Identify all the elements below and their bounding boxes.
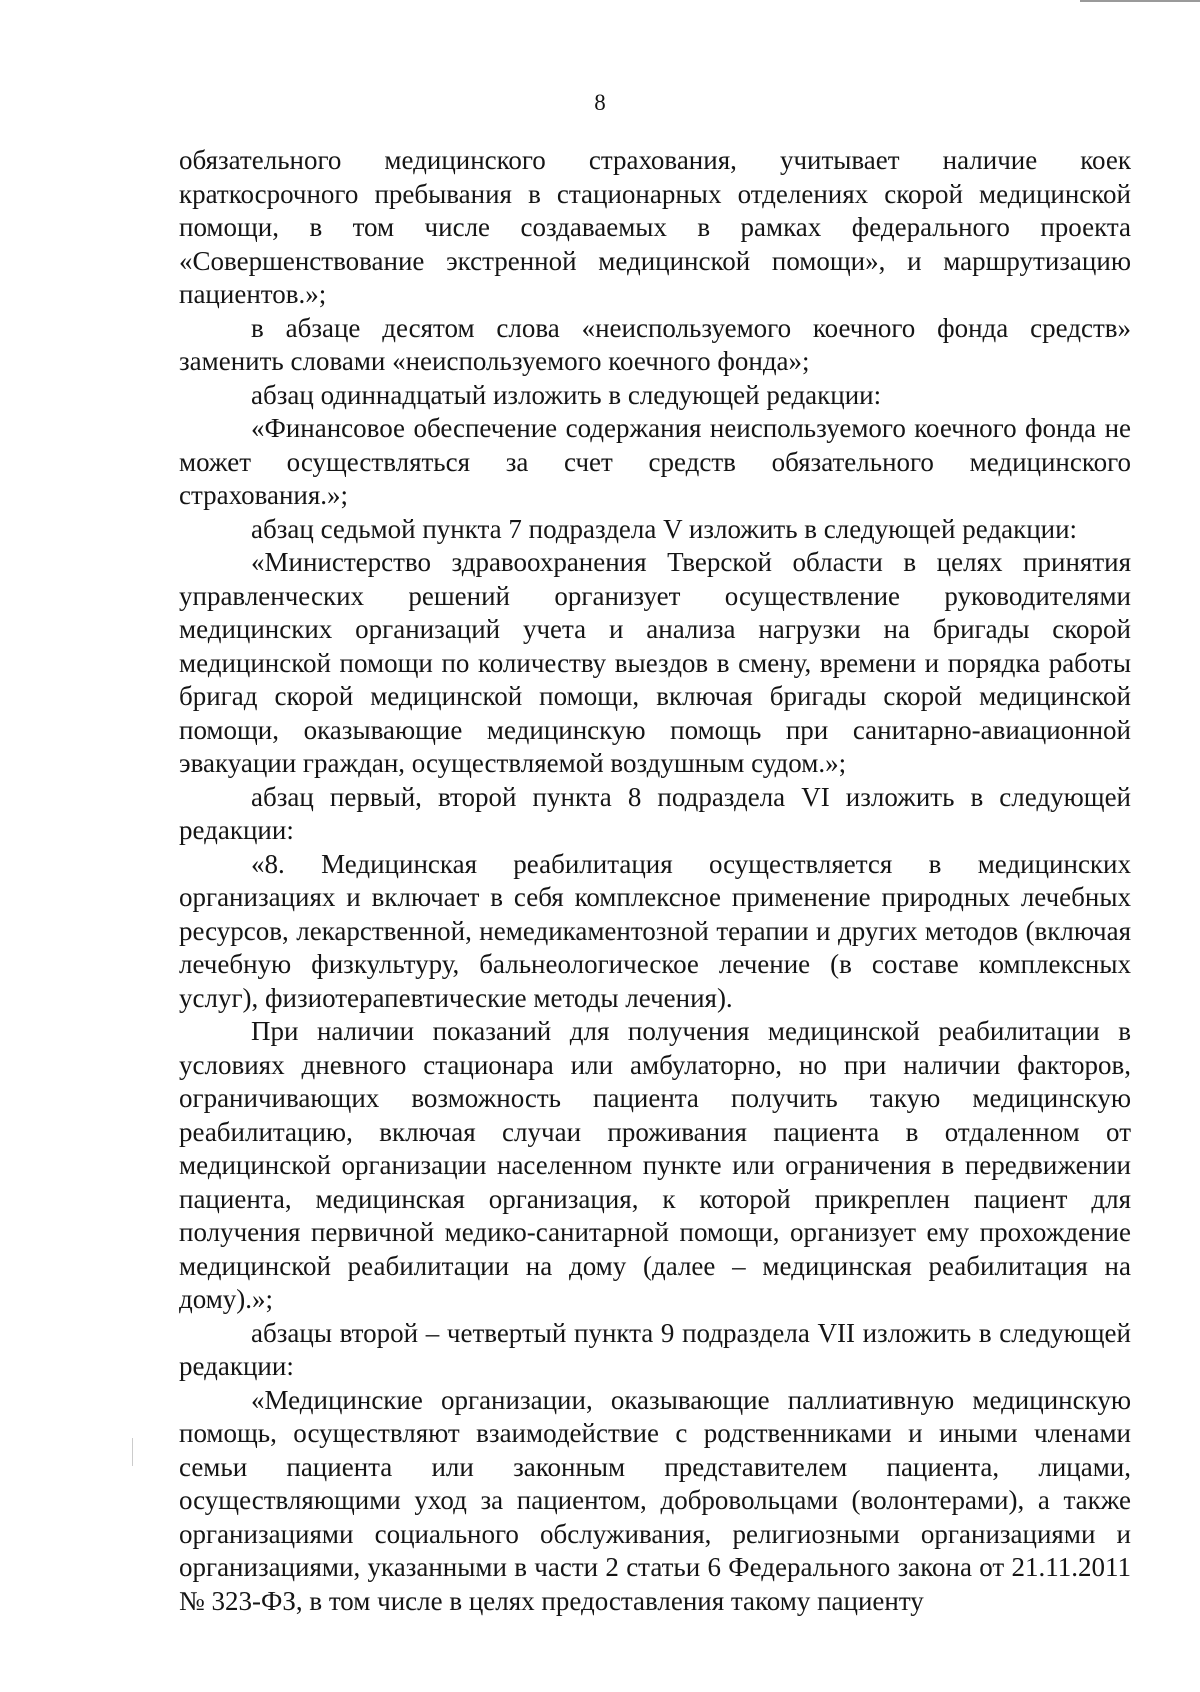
paragraph-seventh-intro: абзац седьмой пункта 7 подраздела V изложить в следующей редакции:: [251, 513, 1078, 544]
paragraph-palliative: «Медицинские организации, оказывающие паллиативную медицинскую помощь, осуществляют взаимодействие с родственниками и иными членами семьи пациента или законным представителем пациента, лицами, осуществляющими уход за пациентом, добровольцами (волонтерами), а также организациями социального обслуживания, религиозными организациями и организациями, указанными в части 2 статьи 6 Федерального закона от 21.11.2011 № 323-ФЗ, в том числе в целях предоставления такому пациенту: [179, 1384, 1131, 1616]
page-number: 8: [594, 90, 606, 115]
paragraph-continuation: обязательного медицинского страхования, учитывает наличие коек краткосрочного пребывания в стационарных отделениях скорой медицинской помощи, в том числе создаваемых в рамках федерального проекта «Совершенствование экстренной медицинской помощи», и маршрутизацию пациентов.»;: [179, 145, 1131, 309]
paragraph-rehabilitation: «8. Медицинская реабилитация осуществляется в медицинских организациях и включает в себя комплексное применение природных лечебных ресурсов, лекарственной, немедикаментозной терапии и других методов (включая лечебную физкультуру, бальнеологическое лечение (в составе комплексных услуг), физиотерапевтические методы лечения).: [179, 848, 1131, 1013]
paragraph-section-vi-intro: абзац первый, второй пункта 8 подраздела VI изложить в следующей редакции:: [179, 781, 1131, 845]
paragraph-home-rehabilitation: При наличии показаний для получения медицинской реабилитации в условиях дневного стационара или амбулаторно, но при наличии факторов, ограничивающих возможность пациента получить такую медицинскую реабилитацию, включая случаи проживания пациента в отдаленном от медицинской организации населенном пункте или ограничения в передвижении пациента, медицинская организация, к которой прикреплен пациент для получения первичной медико-санитарной помощи, организует ему прохождение медицинской реабилитации на дому (далее – медицинская реабилитация на дому).»;: [179, 1016, 1131, 1314]
paragraph-eleventh-intro: абзац одиннадцатый изложить в следующей редакции:: [251, 379, 882, 410]
paragraph-ministry: «Министерство здравоохранения Тверской области в целях принятия управленческих решений организует осуществление руководителями медицинских организаций учета и анализа нагрузки на бригады скорой медицинской помощи по количеству выездов в смену, времени и порядка работы бригад скорой медицинской помощи, включая бригады скорой медицинской помощи, оказывающие медицинскую помощь при санитарно-авиационной эвакуации граждан, осуществляемой воздушным судом.»;: [179, 547, 1131, 778]
paragraph-amend-tenth: в абзаце десятом слова «неиспользуемого коечного фонда средств» заменить словами «неиспользуемого коечного фонда»;: [179, 312, 1131, 376]
scan-edge-mark-top: [1080, 0, 1200, 2]
document-body: [179, 144, 1131, 1618]
scan-edge-mark-left: [132, 1438, 133, 1466]
paragraph-section-vii-intro: абзацы второй – четвертый пункта 9 подраздела VII изложить в следующей редакции:: [179, 1317, 1131, 1381]
paragraph-financing: «Финансовое обеспечение содержания неиспользуемого коечного фонда не может осуществляться за счет средств обязательного медицинского страхования.»;: [179, 413, 1131, 510]
